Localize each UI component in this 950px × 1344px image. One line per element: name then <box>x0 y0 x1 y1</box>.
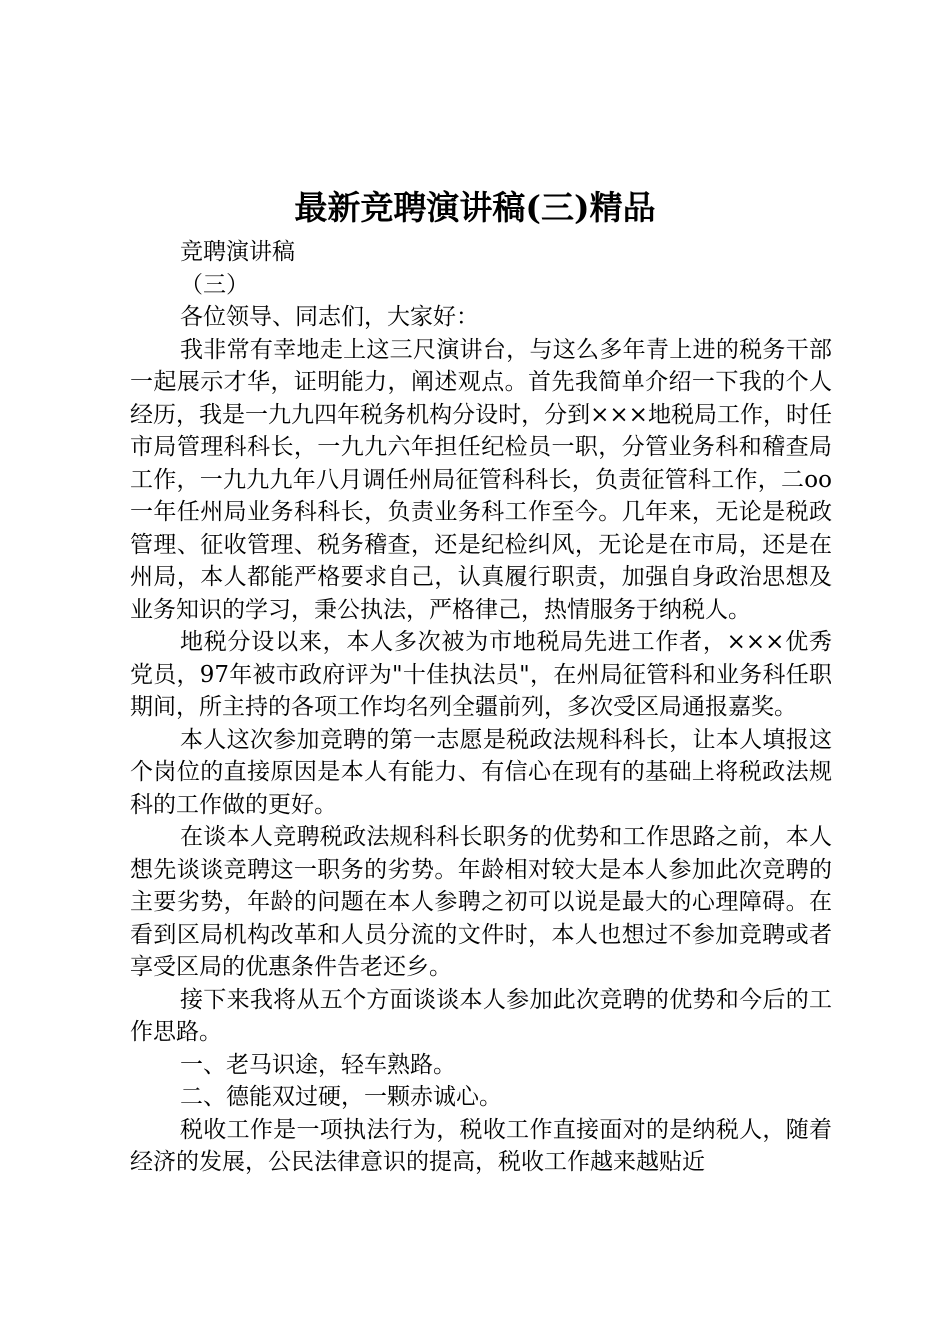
greeting: 各位领导、同志们，大家好： <box>180 304 479 330</box>
paragraph-intro: 我非常有幸地走上这三尺演讲台，与这么多年青上进的税务干部一起展示才华，证明能力，阐述观点。首先我简单介绍一下我的个人经历，我是一九九四年税务机构分设时，分到×××地税局工作，时任市局管理科科长，一九九六年担任纪检员一职，分管业务科和稽查局工作，一九九九年八月调任州局征管科科长，负责征管科工作，二oo一年任州局业务科科长，负责业务科工作至今。几年来，无论是税政管理、征收管理、税务稽查，还是纪检纠风，无论是在市局，还是在州局，本人都能严格要求自己，认真履行职责，加强自身政治思想及业务知识的学习，秉公执法，严格律己，热情服务于纳税人。 <box>130 336 832 623</box>
paragraph-outline: 接下来我将从五个方面谈谈本人参加此次竞聘的优势和今后的工作思路。 <box>130 986 832 1045</box>
heading-point-1: 一、老马识途，轻车熟路。 <box>180 1051 456 1078</box>
paragraph-aspiration: 本人这次参加竞聘的第一志愿是税政法规科科长，让本人填报这个岗位的直接原因是本人有能力、有信心在现有的基础上将税政法规科的工作做的更好。 <box>130 726 832 818</box>
paragraph-tax-work: 税收工作是一项执法行为，税收工作直接面对的是纳税人，随着经济的发展，公民法律意识的提高，税收工作越来越贴近 <box>130 1116 832 1175</box>
document-title: 最新竞聘演讲稿(三)精品 <box>294 188 656 227</box>
paragraph-honors: 地税分设以来，本人多次被为市地税局先进工作者，×××优秀党员，97年被市政府评为"十佳执法员"，在州局征管科和业务科任职期间，所主持的各项工作均名列全疆前列，多次受区局通报嘉奖。 <box>130 629 832 720</box>
subtitle-number: （三） <box>180 271 249 298</box>
document-body <box>130 236 832 1179</box>
subtitle-line: 竞聘演讲稿 <box>180 239 295 265</box>
heading-point-2: 二、德能双过硬，一颗赤诚心。 <box>180 1084 502 1110</box>
paragraph-weakness: 在谈本人竞聘税政法规科科长职务的优势和工作思路之前，本人想先谈谈竞聘这一职务的劣势。年龄相对较大是本人参加此次竞聘的主要劣势，年龄的问题在本人参聘之初可以说是最大的心理障碍。在看到区局机构改革和人员分流的文件时，本人也想过不参加竞聘或者享受区局的优惠条件告老还乡。 <box>130 824 832 980</box>
